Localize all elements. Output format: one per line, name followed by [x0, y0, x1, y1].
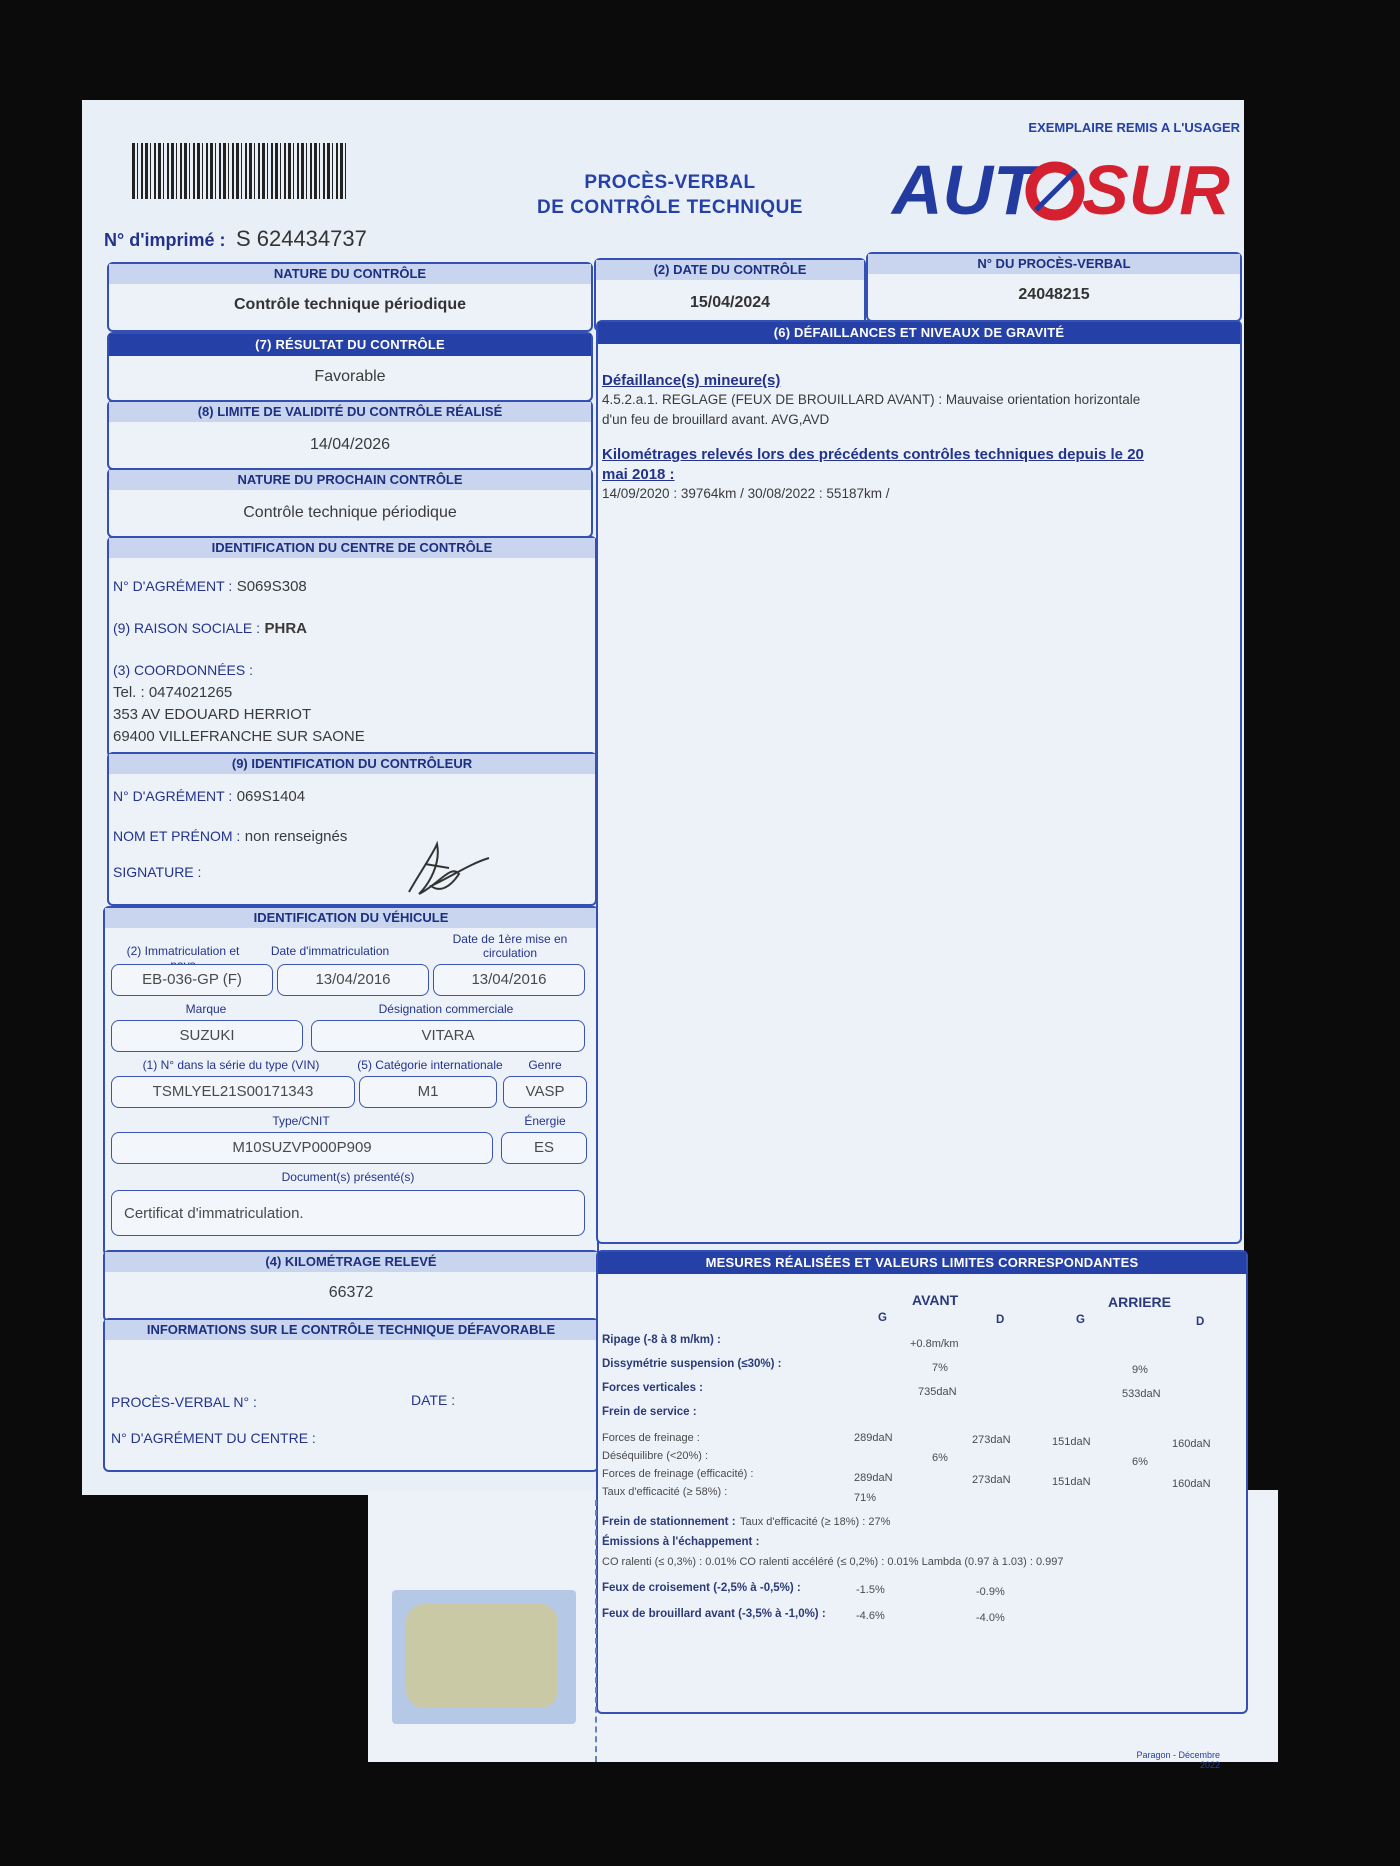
marque-label: Marque — [185, 1002, 227, 1016]
nom-prenom-value: non renseignés — [244, 828, 348, 845]
forces-freinage-arg: 151daN — [1052, 1436, 1091, 1448]
documents-field: Certificat d'immatriculation. — [111, 1190, 585, 1236]
defavorable-agrement-label: N° D'AGRÉMENT DU CENTRE : — [111, 1430, 316, 1446]
centre-agrement-label: N° D'AGRÉMENT : — [113, 578, 233, 594]
kilometrage-label: (4) KILOMÉTRAGE RELEVÉ — [105, 1252, 597, 1272]
desequilibre-arriere: 6% — [1132, 1456, 1148, 1468]
defaillances-label: (6) DÉFAILLANCES ET NIVEAUX DE GRAVITÉ — [598, 322, 1240, 344]
km-values: 14/09/2020 : 39764km / 30/08/2022 : 55187km / — [602, 486, 890, 501]
arriere-d: D — [1196, 1316, 1205, 1328]
nature-controle-label: NATURE DU CONTRÔLE — [109, 264, 591, 284]
defavorable-label: INFORMATIONS SUR LE CONTRÔLE TECHNIQUE DÉFAVORABLE — [105, 1320, 597, 1340]
controleur-box — [107, 752, 597, 906]
date-immat-field: 13/04/2016 — [277, 964, 429, 996]
controleur-label: (9) IDENTIFICATION DU CONTRÔLEUR — [109, 754, 595, 774]
genre-label: Genre — [528, 1058, 562, 1072]
avant-d: D — [996, 1314, 1005, 1326]
energie-field: ES — [501, 1132, 587, 1164]
arriere-g: G — [1076, 1314, 1085, 1326]
centre-agrement-value: S069S308 — [236, 578, 307, 595]
mesures-label: MESURES RÉALISÉES ET VALEURS LIMITES CORRESPONDANTES — [598, 1252, 1246, 1274]
arriere-header: ARRIERE — [1108, 1294, 1172, 1310]
forces-efficacite-label: Forces de freinage (efficacité) : — [602, 1468, 754, 1480]
desequilibre-label: Déséquilibre (<20%) : — [602, 1450, 709, 1462]
categorie-label: (5) Catégorie internationale — [357, 1058, 503, 1072]
emissions-value: CO ralenti (≤ 0,3%) : 0.01% CO ralenti accéléré (≤ 0,2%) : 0.01% Lambda (0.97 à 1.03) : 0.997 — [602, 1556, 1064, 1568]
signature-scribble — [389, 834, 499, 904]
feux-brouillard-g: -4.6% — [856, 1610, 885, 1622]
prochain-controle-box — [107, 468, 593, 538]
controleur-agrement-value: 069S1404 — [236, 788, 306, 805]
type-cnit-label: Type/CNIT — [272, 1114, 330, 1128]
coordonnees-adresse-1: 353 AV EDOUARD HERRIOT — [113, 706, 312, 723]
dissymetrie-label: Dissymétrie suspension (≤30%) : — [602, 1358, 782, 1370]
km-title-line-2: mai 2018 : — [602, 466, 675, 483]
documents-label: Document(s) présenté(s) — [281, 1170, 415, 1184]
signature-label: SIGNATURE : — [113, 864, 202, 880]
date-mec-field: 13/04/2016 — [433, 964, 585, 996]
resultat-label: (7) RÉSULTAT DU CONTRÔLE — [109, 334, 591, 356]
controleur-agrement-label: N° D'AGRÉMENT : — [113, 788, 233, 804]
designation-field: VITARA — [311, 1020, 585, 1052]
genre-field: VASP — [503, 1076, 587, 1108]
resultat-value: Favorable — [314, 368, 386, 385]
feux-croisement-d: -0.9% — [976, 1586, 1005, 1598]
feux-croisement-label: Feux de croisement (-2,5% à -0,5%) : — [602, 1582, 801, 1594]
desequilibre-avant: 6% — [932, 1452, 948, 1464]
prochain-controle-value: Contrôle technique périodique — [243, 504, 457, 521]
footer-note: Paragon - Décembre 2022 — [1136, 1750, 1220, 1770]
frein-service-label: Frein de service : — [602, 1406, 697, 1418]
imprime-number — [104, 226, 367, 252]
feux-brouillard-label: Feux de brouillard avant (-3,5% à -1,0%) : — [602, 1608, 826, 1620]
date-immat-label: Date d'immatriculation — [270, 944, 390, 958]
prochain-controle-label: NATURE DU PROCHAIN CONTRÔLE — [109, 470, 591, 490]
forces-verticales-arriere: 533daN — [1122, 1388, 1161, 1400]
mesures-box — [596, 1250, 1248, 1714]
defavorable-date-label: DATE : — [411, 1392, 456, 1408]
forces-verticales-label: Forces verticales : — [602, 1382, 704, 1394]
autosur-logo — [890, 150, 1242, 230]
forces-efficacite-arg: 151daN — [1052, 1476, 1091, 1488]
defaillances-box — [596, 320, 1242, 1244]
imprime-value: S 624434737 — [235, 226, 367, 251]
raison-sociale-value: PHRA — [264, 620, 308, 637]
marque-field: SUZUKI — [111, 1020, 303, 1052]
immat-field: EB-036-GP (F) — [111, 964, 273, 996]
forces-freinage-avd: 273daN — [972, 1434, 1011, 1446]
resultat-box — [107, 332, 593, 402]
forces-verticales-avant: 735daN — [918, 1386, 957, 1398]
forces-freinage-label: Forces de freinage : — [602, 1432, 700, 1444]
defavorable-box — [103, 1318, 599, 1472]
date-controle-label: (2) DATE DU CONTRÔLE — [596, 260, 864, 280]
forces-efficacite-avg: 289daN — [854, 1472, 893, 1484]
date-controle-value: 15/04/2024 — [689, 294, 771, 311]
taux-efficacite-label: Taux d'efficacité (≥ 58%) : — [602, 1486, 728, 1498]
numero-pv-box — [866, 252, 1242, 322]
coordonnees-adresse-2: 69400 VILLEFRANCHE SUR SAONE — [113, 728, 365, 745]
kilometrage-value: 66372 — [328, 1284, 374, 1301]
tear-line — [595, 1500, 597, 1762]
vehicule-box — [103, 906, 599, 1256]
limite-validite-value: 14/04/2026 — [309, 436, 391, 453]
feux-brouillard-d: -4.0% — [976, 1612, 1005, 1624]
frein-stationnement-label: Frein de stationnement : — [602, 1516, 736, 1528]
ripage-value: +0.8m/km — [910, 1338, 959, 1350]
avant-header: AVANT — [912, 1292, 959, 1308]
centre-controle-box — [107, 536, 597, 758]
title-line-1: PROCÈS-VERBAL — [584, 172, 756, 193]
energie-label: Énergie — [524, 1114, 566, 1128]
imprime-label: N° d'imprimé : — [104, 230, 226, 250]
vin-label: (1) N° dans la série du type (VIN) — [142, 1058, 320, 1072]
nature-controle-box — [107, 262, 593, 332]
svg-text:AUT: AUT — [892, 151, 1036, 229]
dissymetrie-avant: 7% — [932, 1362, 948, 1374]
coordonnees-label: (3) COORDONNÉES : — [113, 662, 254, 678]
taux-efficacite-value: 71% — [854, 1492, 877, 1504]
svg-text:SUR: SUR — [1082, 151, 1230, 229]
immat-label: (2) Immatriculation et — [126, 944, 240, 958]
avant-g: G — [878, 1312, 887, 1324]
vehicule-label: IDENTIFICATION DU VÉHICULE — [105, 908, 597, 928]
dissymetrie-arriere: 9% — [1132, 1364, 1148, 1376]
barcode — [132, 143, 347, 199]
title-line-2: DE CONTRÔLE TECHNIQUE — [537, 197, 803, 218]
vin-field: TSMLYEL21S00171343 — [111, 1076, 355, 1108]
limite-validite-box — [107, 400, 593, 470]
centre-controle-label: IDENTIFICATION DU CENTRE DE CONTRÔLE — [109, 538, 595, 558]
raison-sociale-label: (9) RAISON SOCIALE : — [113, 620, 261, 636]
mineures-line-1: 4.5.2.a.1. REGLAGE (FEUX DE BROUILLARD AVANT) : Mauvaise orientation horizontale — [602, 392, 1141, 407]
mineures-line-2: d'un feu de brouillard avant. AVG,AVD — [602, 412, 830, 427]
numero-pv-label: N° DU PROCÈS-VERBAL — [868, 254, 1240, 274]
frein-stationnement-value: Taux d'efficacité (≥ 18%) : 27% — [740, 1516, 891, 1528]
type-cnit-field: M10SUZVP000P909 — [111, 1132, 493, 1164]
km-title-line-1: Kilométrages relevés lors des précédents contrôles techniques depuis le 20 — [602, 446, 1144, 463]
designation-label: Désignation commerciale — [378, 1002, 514, 1016]
limite-validite-label: (8) LIMITE DE VALIDITÉ DU CONTRÔLE RÉALISÉ — [109, 402, 591, 422]
ripage-label: Ripage (-8 à 8 m/km) : — [602, 1334, 721, 1346]
forces-freinage-avg: 289daN — [854, 1432, 893, 1444]
kilometrage-box — [103, 1250, 599, 1322]
categorie-field: M1 — [359, 1076, 497, 1108]
forces-efficacite-avd: 273daN — [972, 1474, 1011, 1486]
forces-freinage-ard: 160daN — [1172, 1438, 1211, 1450]
coordonnees-tel: Tel. : 0474021265 — [113, 684, 233, 701]
date-mec-label: Date de 1ère mise en circulation — [452, 932, 568, 960]
exemplaire-notice: EXEMPLAIRE REMIS A L'USAGER — [1028, 120, 1240, 135]
feux-croisement-g: -1.5% — [856, 1584, 885, 1596]
nature-controle-value: Contrôle technique périodique — [233, 296, 466, 313]
numero-pv-value: 24048215 — [1018, 286, 1090, 303]
mineures-title: Défaillance(s) mineure(s) — [602, 372, 781, 389]
document-title — [470, 172, 870, 219]
defavorable-pv-label: PROCÈS-VERBAL N° : — [111, 1394, 257, 1410]
forces-efficacite-ard: 160daN — [1172, 1478, 1211, 1490]
nom-prenom-label: NOM ET PRÉNOM : — [113, 828, 241, 844]
security-hologram — [392, 1590, 576, 1724]
emissions-label: Émissions à l'échappement : — [602, 1536, 760, 1548]
